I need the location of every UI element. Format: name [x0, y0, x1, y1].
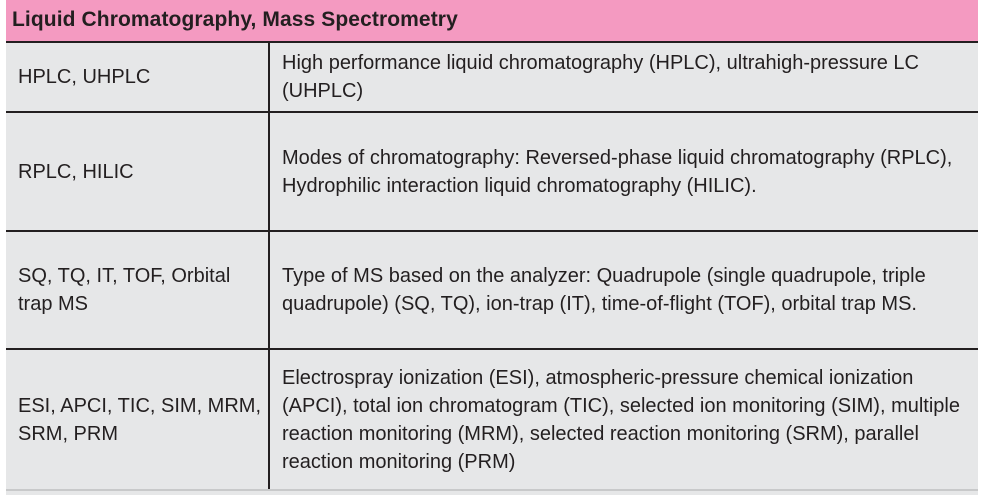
description-cell: High performance liquid chromatography (HPLC), ultrahigh-pressure LC (UHPLC) — [282, 52, 919, 102]
column-divider — [268, 350, 270, 489]
description-cell: Type of MS based on the analyzer: Quadrupole (single quadrupole, triple quadrupole) (SQ, TQ), ion-trap (IT), time-of-flight (TOF), orbital trap MS. — [282, 265, 926, 315]
column-divider — [268, 232, 270, 348]
table-bottom-border — [6, 489, 978, 491]
abbreviation-cell: RPLC, HILIC — [18, 160, 134, 183]
table-row — [6, 348, 978, 489]
description-cell: Electrospray ionization (ESI), atmospheric-pressure chemical ionization (APCI), total ion chromatogram (TIC), selected ion monitoring (SIM), multiple reaction monitoring (MRM), selected reaction monitoring (SRM), parallel reaction monitoring (PRM) — [282, 366, 960, 473]
table-row — [6, 111, 978, 230]
table-header — [6, 0, 978, 43]
abbreviation-table — [6, 0, 978, 495]
abbreviation-cell: SQ, TQ, IT, TOF, Orbital trap MS — [18, 265, 231, 315]
column-divider — [268, 113, 270, 230]
column-divider — [268, 43, 270, 111]
description-cell: Modes of chromatography: Reversed-phase liquid chromatography (RPLC), Hydrophilic interaction liquid chromatography (HILIC). — [282, 146, 953, 197]
table-title: Liquid Chromatography, Mass Spectrometry — [12, 8, 458, 31]
table-row — [6, 43, 978, 111]
abbreviation-cell: HPLC, UHPLC — [18, 66, 151, 88]
abbreviation-cell: ESI, APCI, TIC, SIM, MRM, SRM, PRM — [18, 394, 261, 445]
table-row — [6, 230, 978, 348]
